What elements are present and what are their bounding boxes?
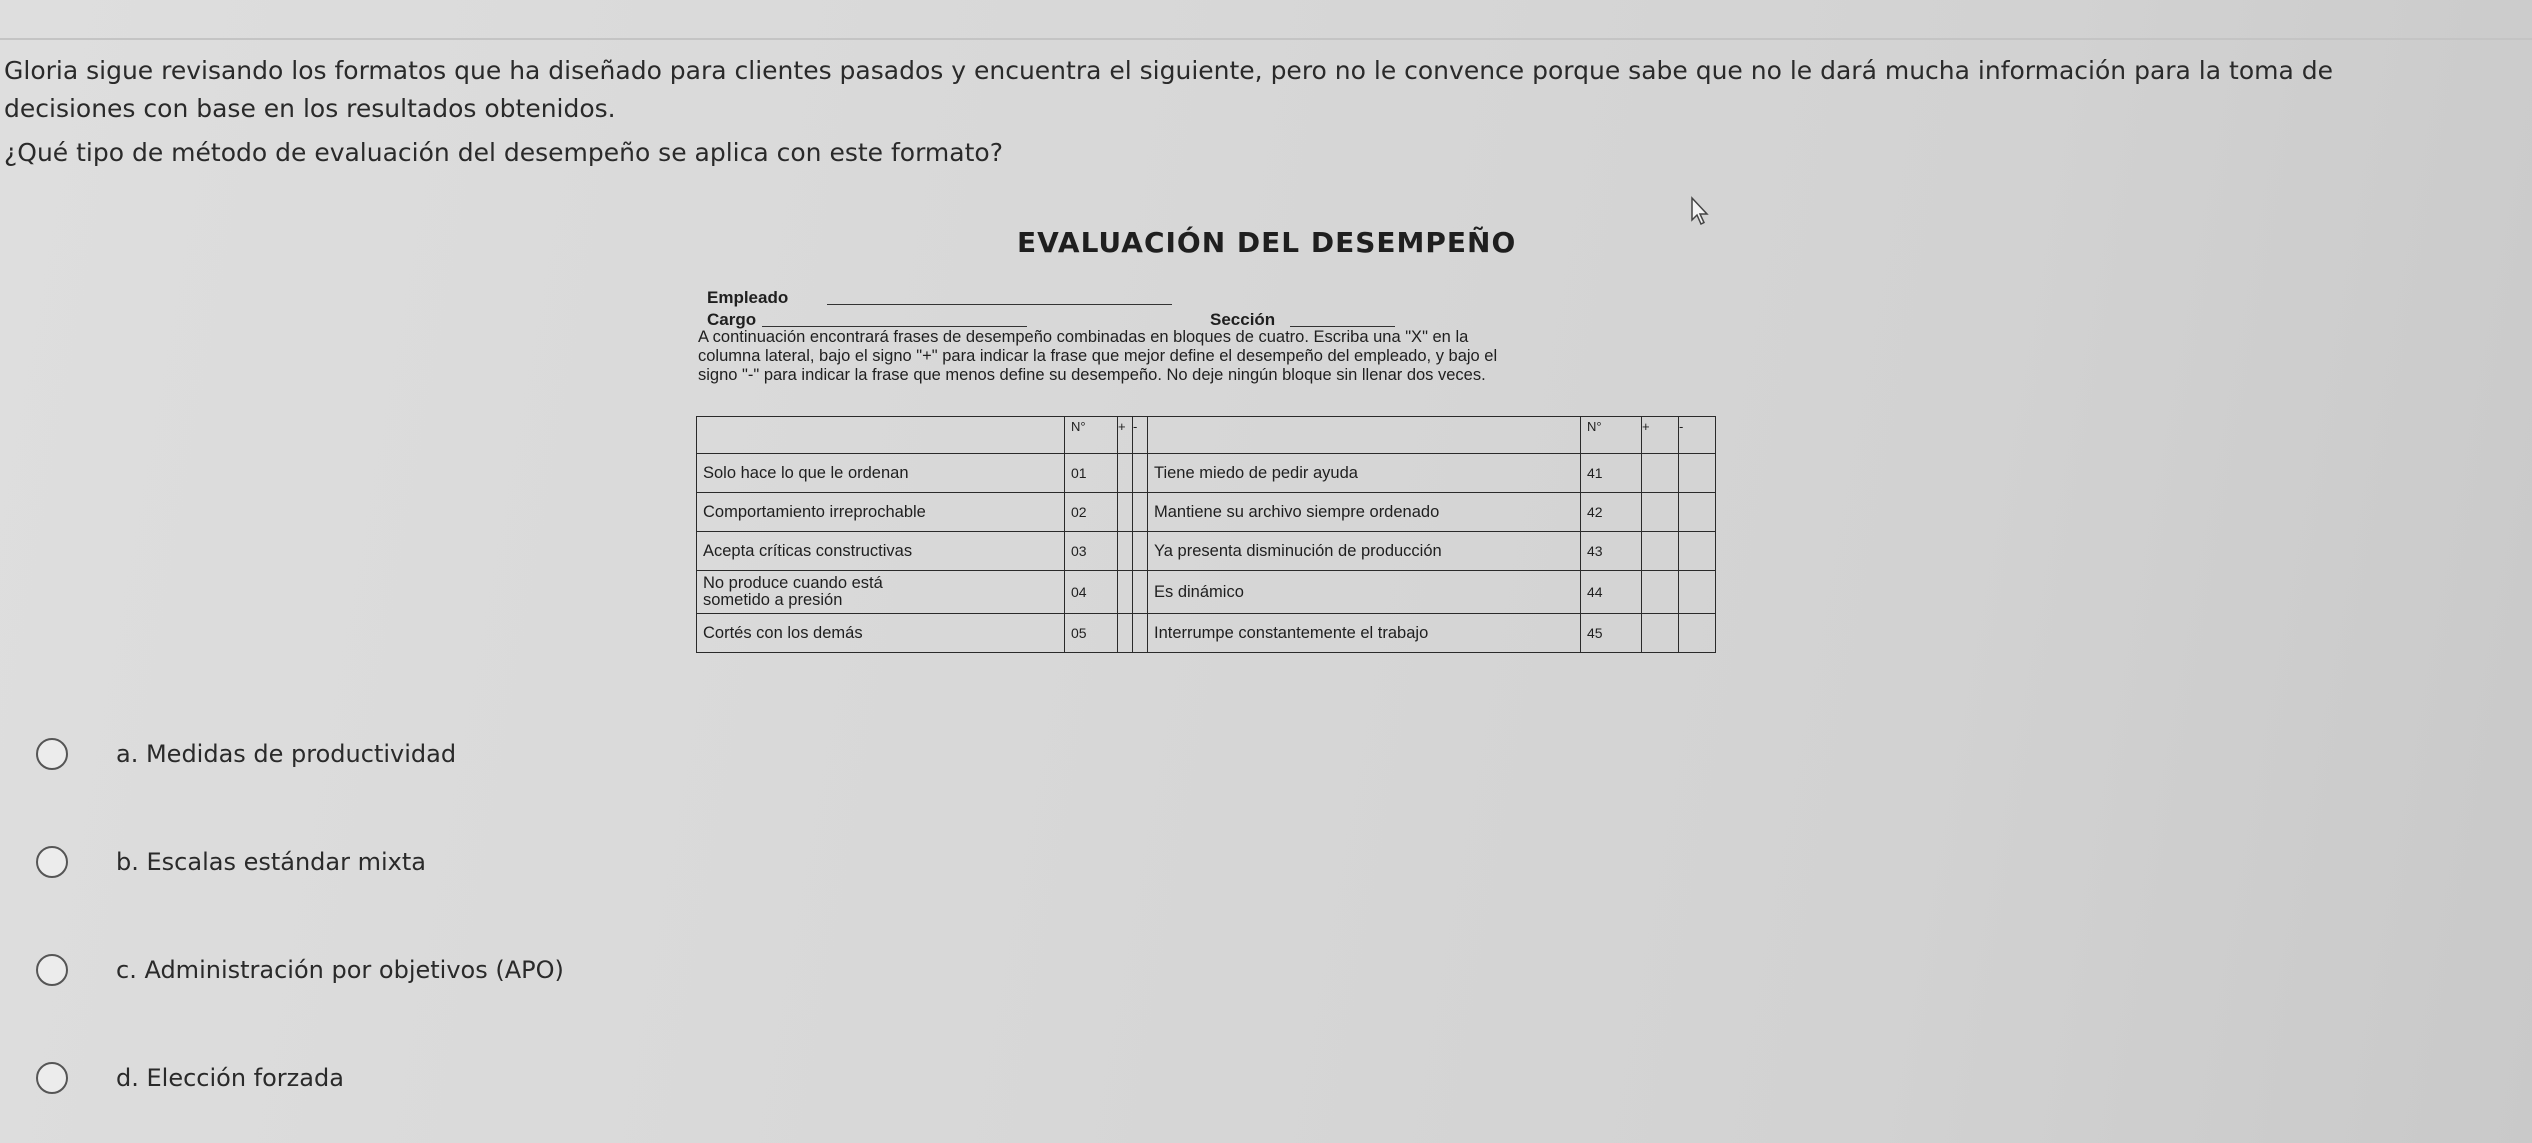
- role-line: [762, 326, 1027, 327]
- phrase-cell: Mantiene su archivo siempre ordenado: [1148, 493, 1581, 532]
- number-cell: 41: [1581, 454, 1642, 493]
- minus-cell: [1133, 571, 1148, 614]
- question-text: [4, 52, 2532, 172]
- option-b[interactable]: [36, 846, 426, 878]
- radio-button-b[interactable]: [36, 846, 68, 878]
- instruction-line: A continuación encontrará frases de desempeño combinadas en bloques de cuatro. Escriba una "X" en la: [698, 328, 1469, 346]
- minus-cell: [1679, 493, 1716, 532]
- table-row: [697, 614, 1716, 653]
- instruction-line: signo "-" para indicar la frase que menos define su desempeño. No deje ningún bloque sin llenar dos veces.: [698, 366, 1486, 384]
- question-paragraph: [4, 52, 2532, 128]
- option-a-label[interactable]: a. Medidas de productividad: [116, 740, 457, 768]
- table-header-minus: -: [1133, 417, 1148, 454]
- table-header-num: N°: [1581, 417, 1642, 454]
- question-line-2: decisiones con base en los resultados obtenidos.: [4, 94, 616, 123]
- number-cell: 44: [1581, 571, 1642, 614]
- table-header-row: [697, 417, 1716, 454]
- option-a[interactable]: [36, 738, 456, 770]
- phrase-cell: Comportamiento irreprochable: [697, 493, 1065, 532]
- number-cell: 05: [1065, 614, 1118, 653]
- section-label: Sección: [1210, 310, 1276, 329]
- form-title: EVALUACIÓN DEL DESEMPEÑO: [1017, 226, 1517, 259]
- option-c[interactable]: [36, 954, 564, 986]
- question-prompt: ¿Qué tipo de método de evaluación del desempeño se aplica con este formato?: [4, 138, 1003, 167]
- number-cell: 45: [1581, 614, 1642, 653]
- number-cell: 42: [1581, 493, 1642, 532]
- minus-cell: [1679, 571, 1716, 614]
- plus-cell: [1642, 532, 1679, 571]
- top-divider: [0, 38, 2532, 40]
- plus-cell: [1118, 532, 1133, 571]
- form-instructions: [698, 328, 1858, 385]
- minus-cell: [1133, 454, 1148, 493]
- evaluation-table: [696, 416, 1716, 653]
- radio-button-a[interactable]: [36, 738, 68, 770]
- number-cell: 02: [1065, 493, 1118, 532]
- table-header-minus: -: [1679, 417, 1716, 454]
- minus-cell: [1133, 614, 1148, 653]
- plus-cell: [1642, 493, 1679, 532]
- employee-line: [827, 304, 1172, 305]
- option-b-label[interactable]: b. Escalas estándar mixta: [116, 848, 426, 876]
- phrase-cell: Cortés con los demás: [697, 614, 1065, 653]
- minus-cell: [1133, 532, 1148, 571]
- phrase-cell: Es dinámico: [1148, 571, 1581, 614]
- phrase-cell: Tiene miedo de pedir ayuda: [1148, 454, 1581, 493]
- number-cell: 03: [1065, 532, 1118, 571]
- table-row: [697, 454, 1716, 493]
- plus-cell: [1642, 571, 1679, 614]
- minus-cell: [1679, 532, 1716, 571]
- table-header-phrase: [697, 417, 1065, 454]
- plus-cell: [1642, 614, 1679, 653]
- radio-button-c[interactable]: [36, 954, 68, 986]
- plus-cell: [1118, 571, 1133, 614]
- option-c-label[interactable]: c. Administración por objetivos (APO): [116, 956, 564, 984]
- question-line-1: Gloria sigue revisando los formatos que ha diseñado para clientes pasados y encuentra el siguiente, pero no le convence porque sabe que no le dará mucha información para la toma de: [4, 56, 2333, 85]
- phrase-line: sometido a presión: [703, 591, 843, 609]
- radio-button-d[interactable]: [36, 1062, 68, 1094]
- plus-cell: [1118, 493, 1133, 532]
- table-header-phrase: [1148, 417, 1581, 454]
- plus-cell: [1118, 614, 1133, 653]
- minus-cell: [1679, 454, 1716, 493]
- plus-cell: [1118, 454, 1133, 493]
- phrase-cell: Ya presenta disminución de producción: [1148, 532, 1581, 571]
- phrase-line: No produce cuando está: [703, 574, 883, 592]
- option-d-label[interactable]: d. Elección forzada: [116, 1064, 344, 1092]
- section-line: [1290, 326, 1395, 327]
- employee-label: Empleado: [707, 288, 789, 307]
- table-header-plus: +: [1642, 417, 1679, 454]
- phrase-cell: Acepta críticas constructivas: [697, 532, 1065, 571]
- role-label: Cargo: [707, 310, 757, 329]
- number-cell: 04: [1065, 571, 1118, 614]
- instruction-line: columna lateral, bajo el signo "+" para indicar la frase que mejor define el desempeño del empleado, y bajo el: [698, 347, 1498, 365]
- minus-cell: [1679, 614, 1716, 653]
- table-header-plus: +: [1118, 417, 1133, 454]
- table-row: [697, 571, 1716, 614]
- table-row: [697, 493, 1716, 532]
- table-row: [697, 532, 1716, 571]
- phrase-cell: [697, 571, 1065, 614]
- mouse-cursor-icon: [1690, 196, 1712, 226]
- number-cell: 01: [1065, 454, 1118, 493]
- table-header-num: N°: [1065, 417, 1118, 454]
- plus-cell: [1642, 454, 1679, 493]
- option-d[interactable]: [36, 1062, 344, 1094]
- phrase-cell: Interrumpe constantemente el trabajo: [1148, 614, 1581, 653]
- phrase-cell: Solo hace lo que le ordenan: [697, 454, 1065, 493]
- number-cell: 43: [1581, 532, 1642, 571]
- minus-cell: [1133, 493, 1148, 532]
